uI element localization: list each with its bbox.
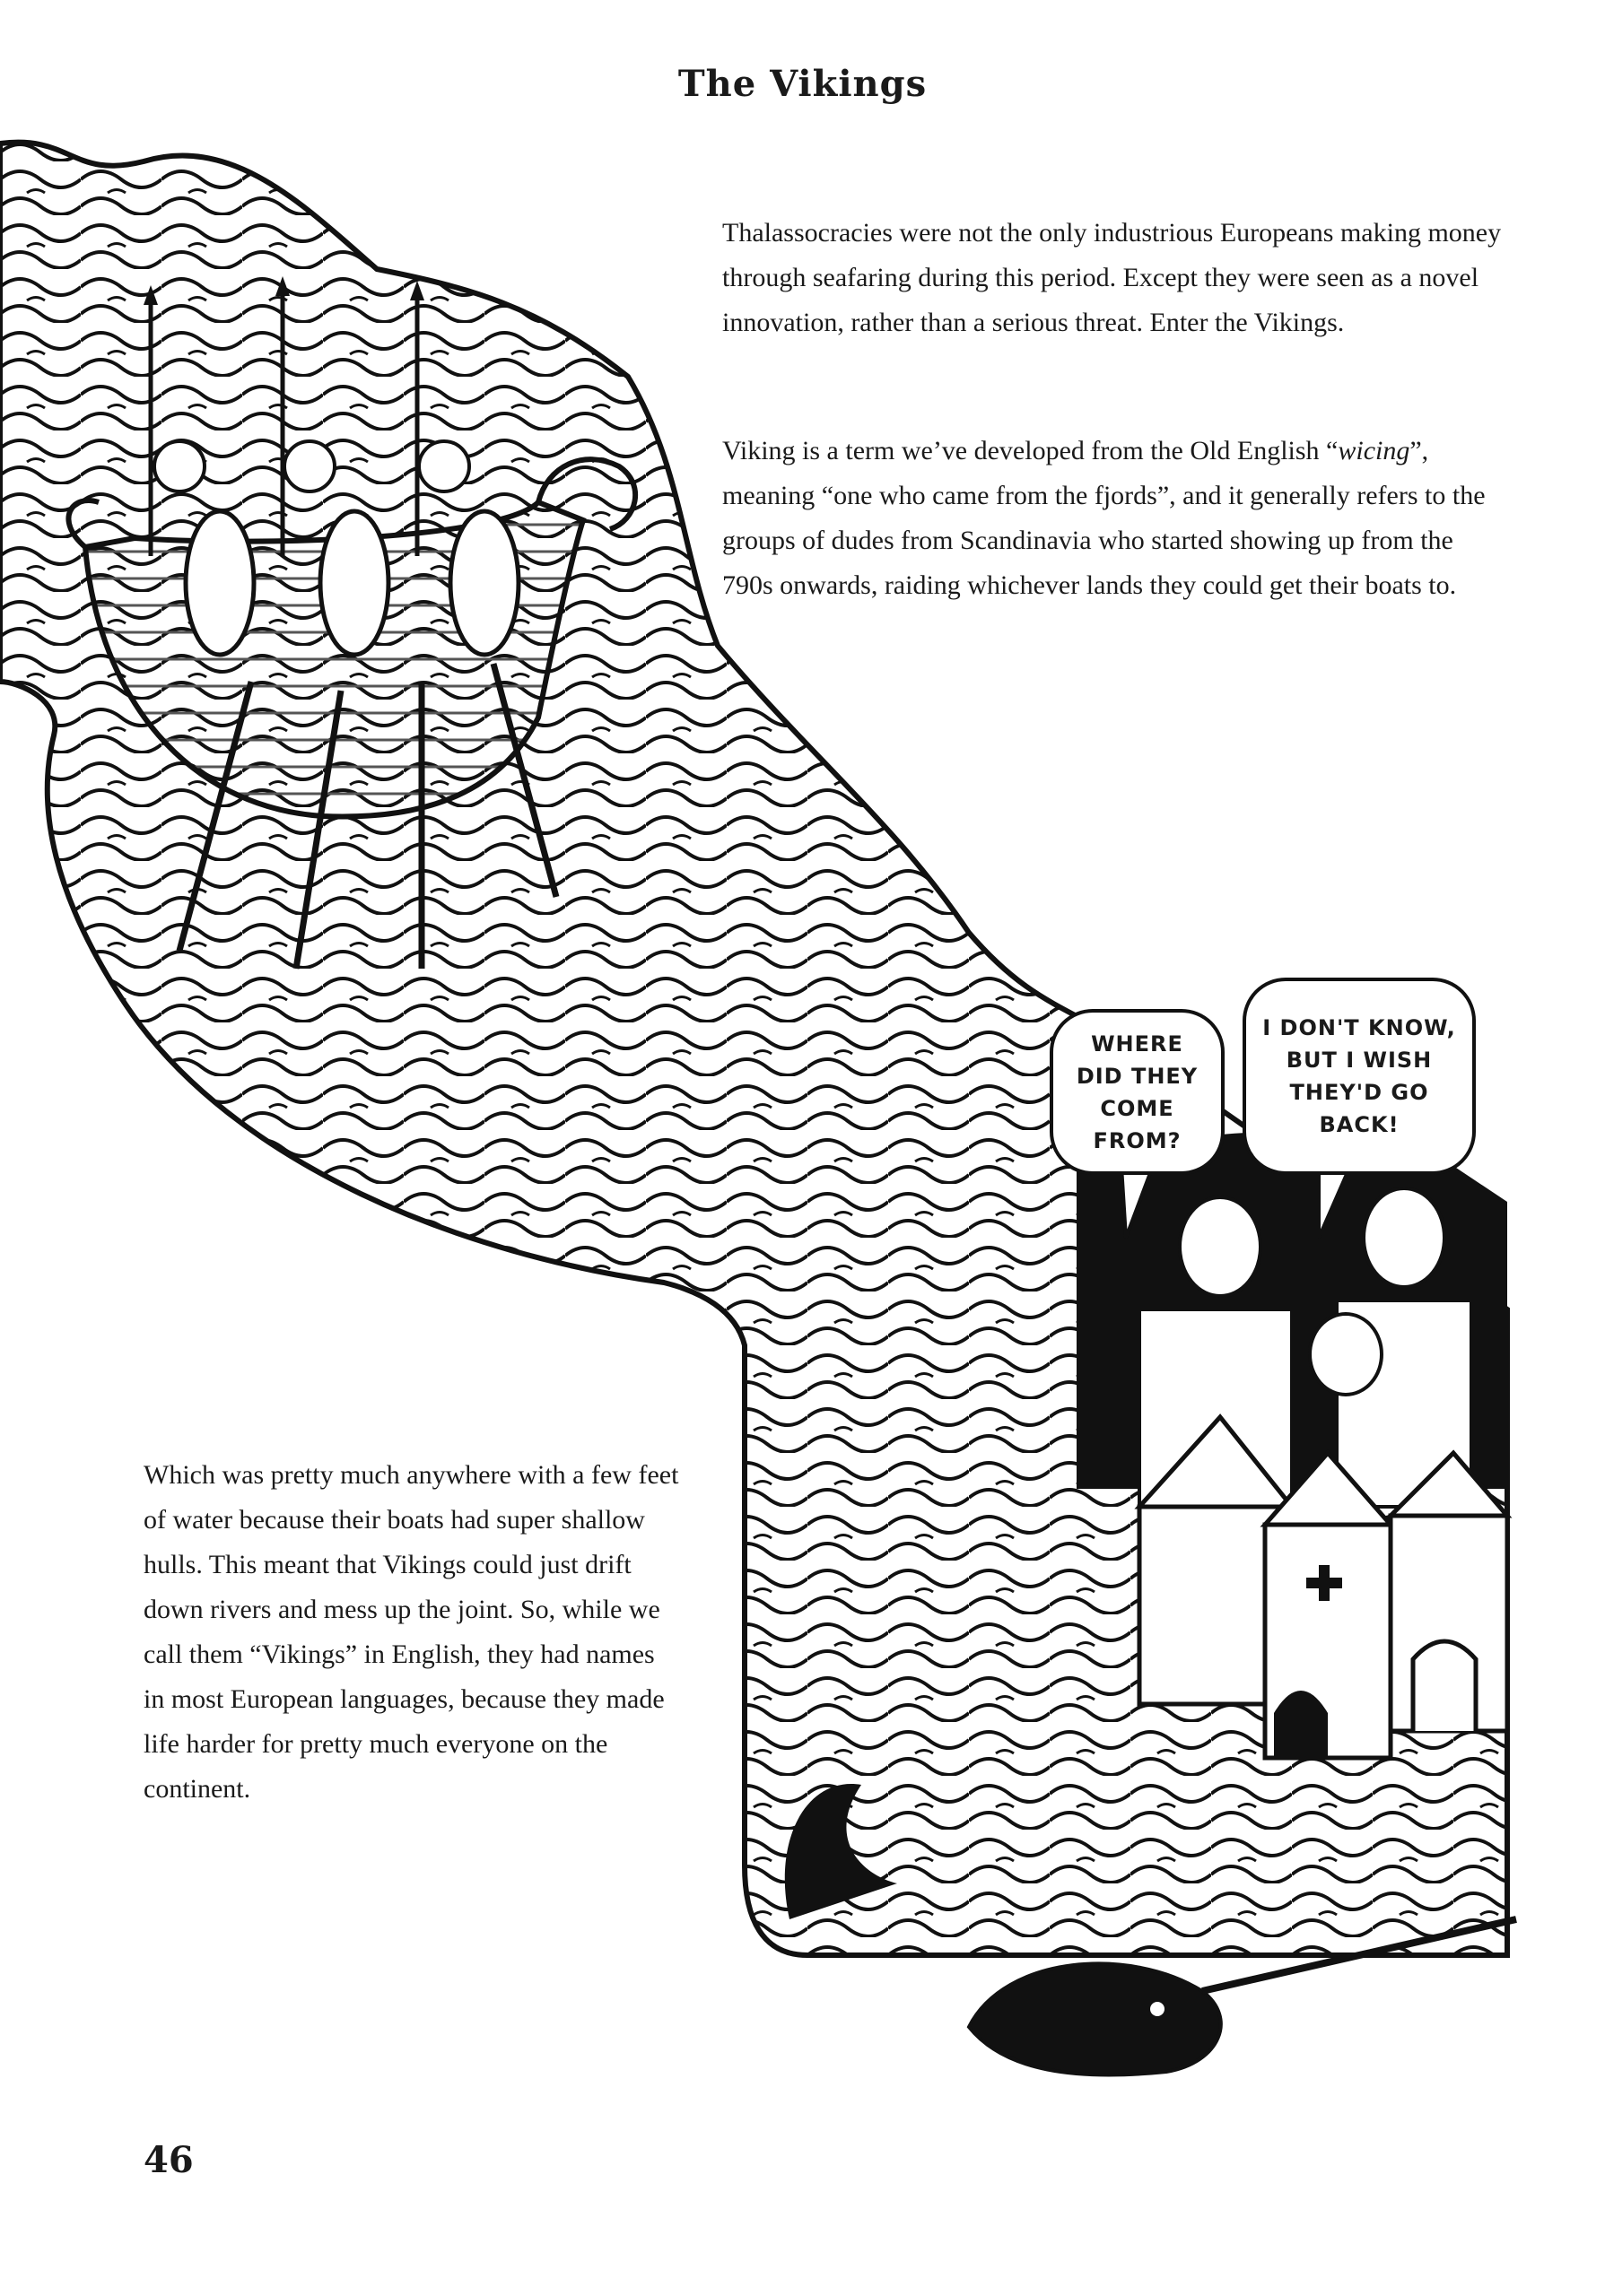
- speech-bubble-text: WHERE DID THEY COME FROM?: [1076, 1031, 1199, 1153]
- chapter-title: The Vikings: [677, 63, 928, 105]
- etymology-paragraph: [722, 429, 1503, 608]
- page-number: 46: [144, 2139, 194, 2181]
- speech-bubble-where: [1050, 1009, 1225, 1175]
- speech-bubble-text: I DON'T KNOW, BUT I WISH THEY'D GO BACK!: [1262, 1015, 1456, 1137]
- etymology-italic-word: wicing: [1338, 436, 1410, 465]
- intro-paragraph: Thalassocracies were not the only industrious Europeans making money through seafaring during this period. Except they were seen as a novel innovation, rather than a serious threat. Enter the Vikings.: [722, 218, 1502, 337]
- etymology-text-start: Viking is a term we’ve developed from the Old English “: [722, 436, 1339, 465]
- hulls-paragraph: Which was pretty much anywhere with a few feet of water because their boats had super shallow hulls. This meant that Vikings could just drift down rivers and mess up the joint. So, while we call them “Vikings” in English, they had names in most European languages, because they made life harder for pretty much everyone on the continent.: [144, 1460, 679, 1804]
- etymology-text-end: ”, meaning “one who came from the fjords”, and it generally refers to the groups of dudes from Scandinavia who started showing up from the 790s onwards, raiding whichever lands they could get their boats to.: [722, 436, 1486, 600]
- speech-bubble-go-back: [1243, 978, 1476, 1175]
